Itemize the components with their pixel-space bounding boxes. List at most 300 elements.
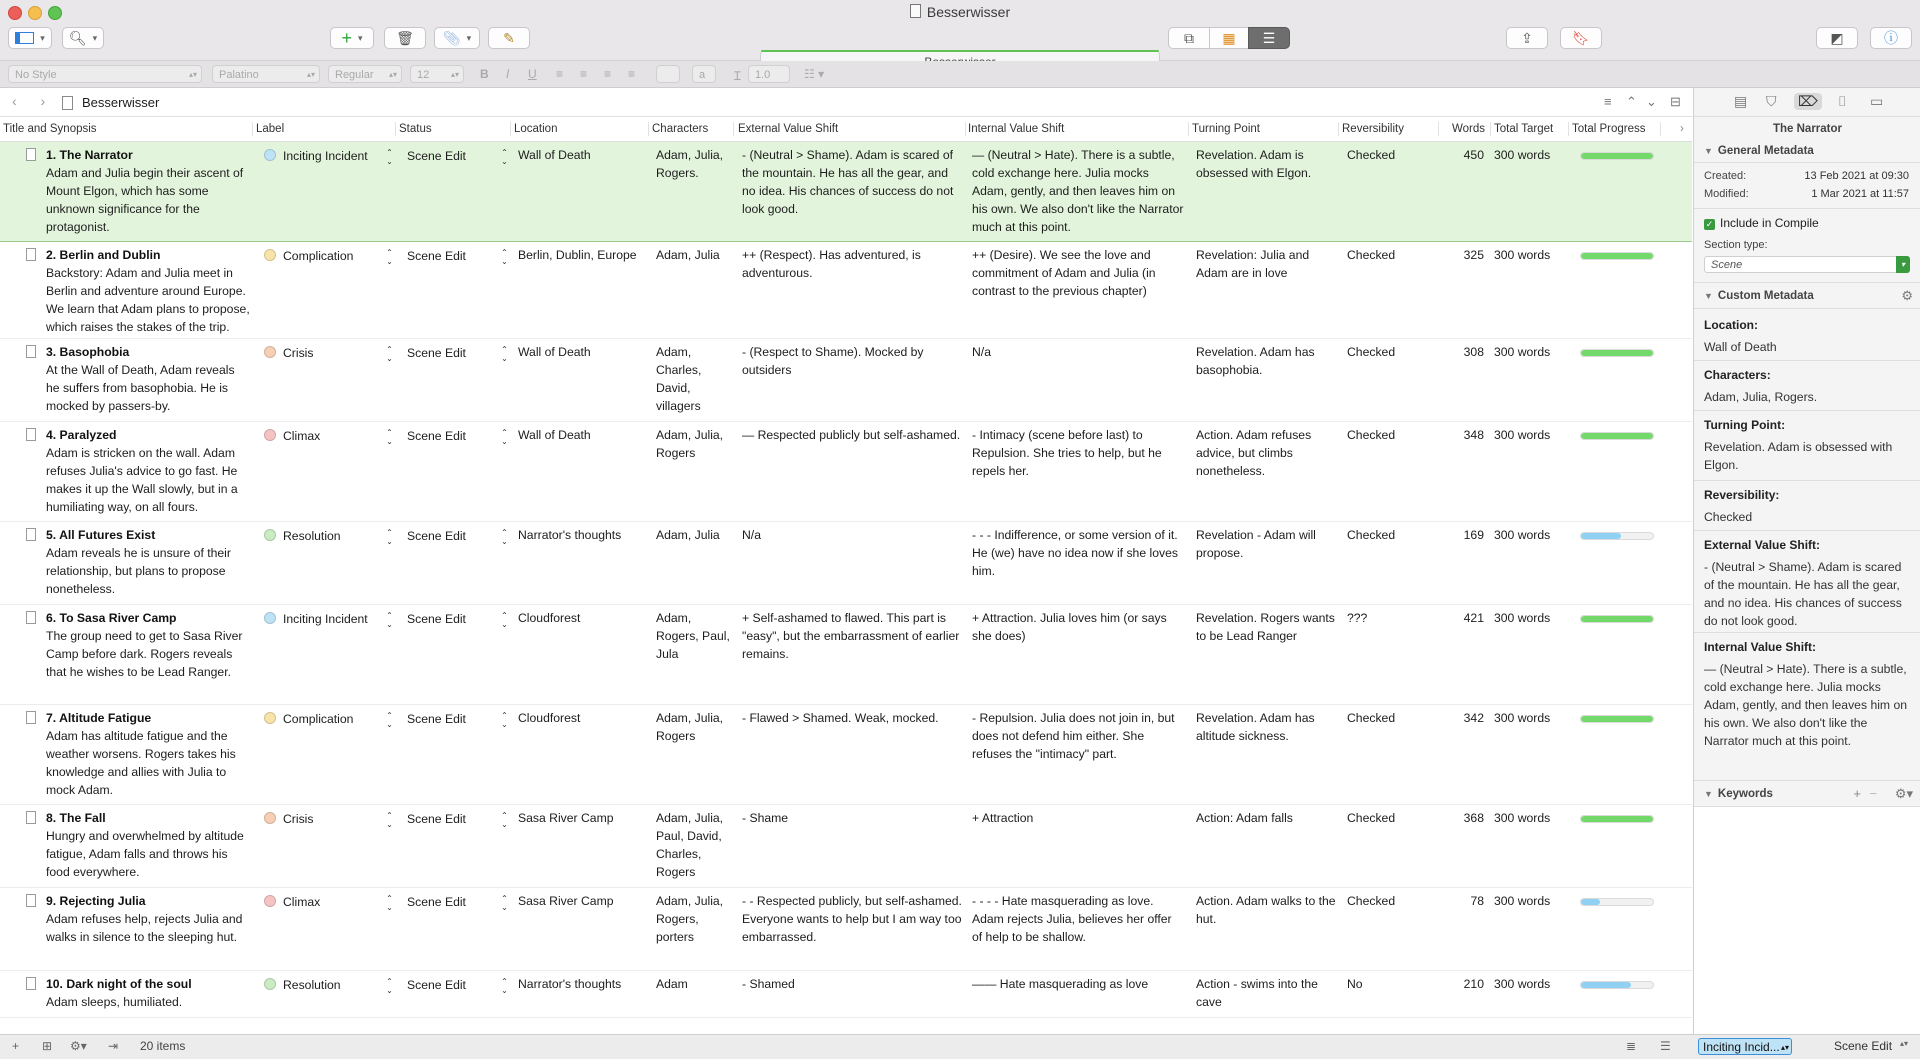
progress-fill [1581, 899, 1600, 905]
location-cell: Cloudforest [518, 611, 581, 625]
label-stepper-icon[interactable]: ⌃⌄ [385, 528, 394, 546]
column-label[interactable]: Label [256, 123, 285, 135]
document-icon [910, 4, 921, 18]
corkboard-view-button[interactable] [1209, 27, 1249, 49]
turning-point-cell: Revelation. Rogers wants to be Lead Ranger [1196, 611, 1335, 643]
align-right-button[interactable]: ≡ [604, 67, 612, 81]
status-cell[interactable]: Scene Edit [407, 978, 466, 992]
custom-field-label: Reversibility: [1704, 488, 1780, 502]
text-color-glyph: a [699, 69, 706, 81]
chevron-down-icon[interactable]: ⌄ [1646, 94, 1657, 109]
label-stepper-icon[interactable]: ⌃⌄ [385, 345, 394, 363]
progress-fill [1581, 253, 1653, 259]
item-count: 20 items [140, 1039, 186, 1053]
row-synopsis: Adam and Julia begin their ascent of Mount Elgon, which has some unknown significance for the protagonist. [46, 166, 244, 234]
label-color-dot [264, 895, 276, 907]
label-color-dot [264, 149, 276, 161]
project-progress-bar [761, 50, 1159, 52]
plus-icon: + [341, 27, 352, 48]
column-title-synopsis[interactable]: Title and Synopsis [3, 123, 97, 135]
italic-button[interactable]: I [506, 67, 510, 81]
trash-icon: 🗑︎ [396, 29, 414, 46]
column-location[interactable]: Location [514, 123, 558, 135]
label-text: Climax [283, 895, 321, 909]
status-cell[interactable]: Scene Edit [407, 812, 466, 826]
settings-gear-icon[interactable]: ⚙▾ [70, 1039, 87, 1053]
document-icon [26, 428, 36, 441]
external-value-shift-cell: ++ (Respect). Has adventured, is adventurous. [742, 248, 921, 280]
row-title[interactable]: 8. The Fall [46, 811, 106, 825]
location-cell: Berlin, Dublin, Europe [518, 248, 637, 262]
font-size-select[interactable]: 12 ▴▾ [410, 65, 464, 83]
edit-icon: ✎ [503, 29, 515, 46]
created-label: Created: [1704, 170, 1747, 182]
progress-fill [1581, 350, 1653, 356]
custom-metadata-label: Custom Metadata [1717, 290, 1814, 302]
label-cell[interactable] [264, 976, 341, 994]
label-stepper-icon[interactable]: ⌃⌄ [385, 248, 394, 266]
label-cell[interactable] [264, 610, 368, 628]
row-synopsis: Adam sleeps, humiliated. [46, 995, 183, 1009]
total-target-cell: 300 words [1494, 528, 1551, 542]
row-title[interactable]: 9. Rejecting Julia [46, 894, 146, 908]
outline-list-icon[interactable]: ☰ [1660, 1039, 1671, 1053]
status-select[interactable]: Scene Edit [1834, 1039, 1893, 1053]
characters-cell: Adam, Julia [656, 248, 720, 262]
words-cell: 368 [1463, 811, 1484, 825]
split-editor-icon[interactable]: ⊟ [1670, 94, 1681, 109]
characters-cell: Adam, Julia, Rogers [656, 711, 724, 743]
row-title[interactable]: 1. The Narrator [46, 148, 133, 162]
column-external-value-shift[interactable]: External Value Shift [738, 123, 839, 135]
highlight-color-button[interactable] [656, 65, 680, 83]
table-row[interactable] [0, 971, 1692, 1018]
turning-point-cell: Revelation. Adam has basophobia. [1196, 345, 1315, 377]
total-target-cell: 300 words [1494, 611, 1551, 625]
bookmark-button[interactable] [1560, 27, 1602, 49]
location-cell: Narrator's thoughts [518, 977, 622, 991]
label-stepper-icon[interactable]: ⌃⌄ [385, 428, 394, 446]
external-value-shift-cell: - (Respect to Shame). Mocked by outsiders [742, 345, 924, 377]
label-color-dot [264, 529, 276, 541]
internal-value-shift-cell: + Attraction [972, 811, 1034, 825]
custom-metadata-header[interactable] [1704, 290, 1814, 302]
align-left-button[interactable]: ≡ [556, 67, 564, 81]
status-cell[interactable]: Scene Edit [407, 529, 466, 543]
label-cell[interactable] [264, 527, 341, 545]
progress-bar [1580, 715, 1654, 723]
label-stepper-icon[interactable]: ⌃⌄ [385, 711, 394, 729]
total-target-cell: 300 words [1494, 711, 1551, 725]
total-target-cell: 300 words [1494, 977, 1551, 991]
row-synopsis: Hungry and overwhelmed by altitude fatigue, Adam falls and throws his food everywhere. [46, 829, 244, 879]
custom-field-value[interactable]: Adam, Julia, Rogers. [1704, 390, 1818, 404]
trash-button[interactable] [384, 27, 426, 49]
column-status[interactable]: Status [399, 123, 432, 135]
breadcrumb[interactable]: Besserwisser [82, 95, 160, 110]
status-stepper-icon[interactable]: ⌃⌄ [500, 148, 509, 166]
composition-icon: ◩ [1830, 29, 1844, 46]
progress-bar [1580, 432, 1654, 440]
label-select-value: Inciting Incid... [1703, 1040, 1780, 1054]
section-type-select[interactable] [1704, 256, 1910, 273]
window-title-text: Besserwisser [926, 4, 1011, 20]
scrivenings-view-button[interactable] [1168, 27, 1210, 49]
label-cell[interactable] [264, 893, 320, 911]
internal-value-shift-cell: - Repulsion. Julia does not join in, but does not defend him either. She refuses the "intimacy" part. [972, 711, 1175, 761]
internal-value-shift-cell: + Attraction. Julia loves him (or says she does) [972, 611, 1167, 643]
label-stepper-icon[interactable]: ⌃⌄ [385, 977, 394, 995]
location-cell: Narrator's thoughts [518, 528, 622, 542]
turning-point-cell: Revelation: Julia and Adam are in love [1196, 248, 1310, 280]
turning-point-cell: Action. Adam walks to the hut. [1196, 894, 1336, 926]
row-synopsis: At the Wall of Death, Adam reveals he suffers from basophobia. He is mocked by passers-by. [46, 363, 235, 413]
search-button[interactable]: 🔍︎ ▾ [62, 27, 104, 49]
status-cell[interactable]: Scene Edit [407, 149, 466, 163]
general-metadata-header[interactable] [1704, 145, 1814, 157]
view-toggle-button[interactable]: ▾ [8, 27, 52, 49]
section-type-label: Section type: [1704, 239, 1768, 251]
binder-icon [15, 32, 34, 44]
table-row[interactable] [0, 422, 1692, 522]
snapshots-icon[interactable]: ⌷ [1838, 93, 1847, 109]
document-icon [26, 148, 36, 161]
row-synopsis: The group need to get to Sasa River Camp before dark. Rogers reveals that he wishes to be Lead Ranger. [46, 629, 243, 679]
label-cell[interactable] [264, 147, 368, 165]
label-stepper-icon[interactable]: ⌃⌄ [385, 148, 394, 166]
label-stepper-icon[interactable]: ⌃⌄ [385, 611, 394, 629]
status-cell[interactable]: Scene Edit [407, 346, 466, 360]
metadata-tab-icon[interactable]: ⌦ [1794, 93, 1822, 110]
row-title[interactable]: 6. To Sasa River Camp [46, 611, 177, 625]
status-stepper-icon[interactable]: ⌃⌄ [500, 611, 509, 629]
column-total-progress[interactable]: Total Progress [1572, 123, 1646, 135]
remove-keyword-icon[interactable]: − [1869, 786, 1877, 801]
row-synopsis: Adam refuses help, rejects Julia and walks in silence to the sleeping hut. [46, 912, 243, 944]
reversibility-cell: Checked [1347, 811, 1396, 825]
reversibility-cell: ??? [1347, 611, 1368, 625]
progress-fill [1581, 816, 1653, 822]
words-cell: 450 [1463, 148, 1484, 162]
label-stepper-icon[interactable]: ⌃⌄ [385, 811, 394, 829]
external-value-shift-cell: N/a [742, 528, 761, 542]
progress-bar [1580, 252, 1654, 260]
disclosure-triangle-icon: ▼ [1704, 291, 1713, 301]
status-stepper-icon[interactable]: ⌃⌄ [500, 528, 509, 546]
row-synopsis: Adam reveals he is unsure of their relationship, but plans to propose nonetheless. [46, 546, 231, 596]
reversibility-cell: Checked [1347, 248, 1396, 262]
row-synopsis: Backstory: Adam and Julia meet in Berlin and adventure around Europe. We learn that Adam plans to propose, which raises the stakes of the trip. [46, 266, 250, 334]
custom-field-label: Location: [1704, 318, 1758, 332]
reversibility-cell: Checked [1347, 894, 1396, 908]
move-icon[interactable]: ⇥ [108, 1039, 119, 1053]
document-icon [26, 977, 36, 990]
table-row[interactable] [0, 339, 1692, 422]
compose-button[interactable] [488, 27, 530, 49]
label-cell[interactable] [264, 344, 313, 362]
label-text: Resolution [283, 978, 341, 992]
add-keyword-icon[interactable]: + [1853, 786, 1861, 801]
include-in-compile-checkbox[interactable] [1704, 216, 1819, 230]
progress-fill [1581, 716, 1653, 722]
grid-icon: ▦ [1222, 29, 1236, 46]
status-cell[interactable]: Scene Edit [407, 429, 466, 443]
title-bar [0, 0, 1920, 24]
label-text: Inciting Incident [283, 149, 368, 163]
row-synopsis: Adam is stricken on the wall. Adam refuses Julia's advice to go fast. He makes it up the Wall slowly, but in a humiliating way, on all fours. [46, 446, 238, 514]
table-row[interactable] [0, 142, 1692, 242]
characters-cell: Adam, Julia, Rogers [656, 428, 724, 460]
progress-fill [1581, 982, 1631, 988]
label-cell[interactable] [264, 810, 313, 828]
paragraph-style-select[interactable]: No Style ▴▾ [8, 65, 202, 83]
document-icon [26, 711, 36, 724]
words-cell: 348 [1463, 428, 1484, 442]
list-icon: ☰ [1262, 29, 1276, 46]
columns-more-chevron-icon[interactable]: › [1680, 123, 1684, 135]
reversibility-cell: Checked [1347, 528, 1396, 542]
internal-value-shift-cell: —— Hate masquerading as love [972, 977, 1149, 991]
row-title[interactable]: 10. Dark night of the soul [46, 977, 192, 991]
modified-label: Modified: [1704, 188, 1749, 200]
column-reversibility[interactable]: Reversibility [1342, 123, 1404, 135]
table-row[interactable] [0, 242, 1692, 339]
characters-cell: Adam, Julia [656, 528, 720, 542]
paragraph-style-value: No Style [15, 69, 57, 81]
total-target-cell: 300 words [1494, 248, 1551, 262]
keywords-header[interactable] [1704, 788, 1773, 800]
window-title [0, 4, 1920, 20]
label-text: Inciting Incident [283, 612, 368, 626]
label-text: Crisis [283, 346, 314, 360]
label-color-dot [264, 429, 276, 441]
share-button[interactable] [1506, 27, 1548, 49]
text-color-button[interactable] [692, 65, 716, 83]
select-arrow-icon: ▾ [1896, 256, 1910, 273]
justify-button[interactable]: ≡ [628, 67, 636, 81]
inspector-panel [1693, 88, 1920, 1034]
total-target-cell: 300 words [1494, 811, 1551, 825]
label-select[interactable]: Inciting Incid... ▴▾ [1698, 1038, 1792, 1055]
row-title[interactable]: 3. Basophobia [46, 345, 130, 359]
label-text: Resolution [283, 529, 341, 543]
custom-field-label: External Value Shift: [1704, 538, 1821, 552]
status-cell[interactable]: Scene Edit [407, 249, 466, 263]
progress-bar [1580, 532, 1654, 540]
include-in-compile-label: Include in Compile [1720, 216, 1819, 230]
outline-width-icon[interactable]: ≣ [1626, 1039, 1637, 1053]
external-value-shift-cell: - Shame [742, 811, 789, 825]
column-characters[interactable]: Characters [652, 123, 709, 135]
location-cell: Wall of Death [518, 148, 591, 162]
progress-bar [1580, 815, 1654, 823]
status-stepper-icon[interactable]: ⌃⌄ [500, 894, 509, 912]
status-cell[interactable]: Scene Edit [407, 895, 466, 909]
reversibility-cell: Checked [1347, 148, 1396, 162]
outliner-column-header [0, 117, 1692, 142]
table-row[interactable] [0, 605, 1692, 705]
document-icon [26, 528, 36, 541]
turning-point-cell: Action: Adam falls [1196, 811, 1293, 825]
row-title[interactable]: 5. All Futures Exist [46, 528, 156, 542]
table-row[interactable] [0, 705, 1692, 805]
progress-bar [1580, 615, 1654, 623]
row-title[interactable]: 4. Paralyzed [46, 428, 117, 442]
paperclip-icon: 📎︎ [442, 29, 461, 46]
table-row[interactable] [0, 805, 1692, 888]
document-icon [26, 248, 36, 261]
document-icon [26, 894, 36, 907]
label-cell[interactable] [264, 247, 353, 265]
characters-cell: Adam, Julia, Paul, David, Charles, Rogers [656, 811, 724, 879]
turning-point-cell: Revelation - Adam will propose. [1196, 528, 1316, 560]
internal-value-shift-cell: — (Neutral > Hate). There is a subtle, cold exchange here. Julia mocks Adam, gently, and then leaves him on his own. We also don't like the Narrator much at this point. [972, 148, 1184, 234]
progress-fill [1581, 533, 1621, 539]
row-title[interactable]: 2. Berlin and Dublin [46, 248, 161, 262]
characters-cell: Adam, Julia, Rogers, porters [656, 894, 724, 944]
line-spacing-icon: Ɪ [734, 69, 741, 83]
location-cell: Wall of Death [518, 345, 591, 359]
document-icon [26, 811, 36, 824]
characters-cell: Adam, Charles, David, villagers [656, 345, 702, 413]
item-list-icon[interactable]: ≡ [1604, 94, 1612, 109]
bookmark-icon: 🔖︎ [1572, 29, 1590, 46]
external-value-shift-cell: - - Respected publicly, but self-ashamed. Everyone wants to help but I am way too embarrassed. [742, 894, 962, 944]
disclosure-triangle-icon: ▼ [1704, 789, 1713, 799]
status-stepper-icon[interactable]: ⌃⌄ [500, 977, 509, 995]
font-weight-value: Regular [335, 69, 374, 81]
label-text: Complication [283, 249, 354, 263]
toolbar [0, 24, 1920, 61]
total-target-cell: 300 words [1494, 428, 1551, 442]
turning-point-cell: Action. Adam refuses advice, but climbs nonetheless. [1196, 428, 1312, 478]
gear-icon[interactable]: ⚙ [1901, 288, 1913, 303]
column-internal-value-shift[interactable]: Internal Value Shift [968, 123, 1065, 135]
status-stepper-icon[interactable]: ⌃⌄ [500, 345, 509, 363]
inspector-button[interactable] [1870, 27, 1912, 49]
words-cell: 169 [1463, 528, 1484, 542]
words-cell: 308 [1463, 345, 1484, 359]
row-title[interactable]: 7. Altitude Fatigue [46, 711, 152, 725]
chevron-up-icon[interactable]: ⌃ [1626, 94, 1637, 109]
label-color-dot [264, 346, 276, 358]
label-color-dot [264, 978, 276, 990]
align-center-button[interactable]: ≡ [580, 67, 588, 81]
internal-value-shift-cell: - - - - Hate masquerading as love. Adam rejects Julia, believes her offer of help to be shallow. [972, 894, 1172, 944]
custom-field-value[interactable]: — (Neutral > Hate). There is a subtle, cold exchange here. Julia mocks Adam, gently, and then leaves him on his own. We also don't like the Narrator much at this point. [1704, 662, 1908, 748]
created-value: 13 Feb 2021 at 09:30 [1804, 170, 1909, 182]
internal-value-shift-cell: - Intimacy (scene before last) to Repulsion. She tries to help, but he repels her. [972, 428, 1162, 478]
link-button[interactable]: 📎︎ ▾ [434, 27, 480, 49]
add-folder-icon[interactable]: ⊞ [42, 1039, 53, 1053]
status-cell[interactable]: Scene Edit [407, 612, 466, 626]
external-value-shift-cell: + Self-ashamed to flawed. This part is "easy", but the embarrassment of earlier remains. [742, 611, 960, 661]
custom-field-value[interactable]: - (Neutral > Shame). Adam is scared of the mountain. He has all the gear, and no idea. His chances of success do not look good. [1704, 560, 1902, 628]
history-arrows[interactable]: ‹ › [12, 93, 56, 109]
progress-fill [1581, 616, 1653, 622]
keywords-label: Keywords [1717, 788, 1773, 800]
label-text: Climax [283, 429, 321, 443]
progress-bar [1580, 898, 1654, 906]
label-cell[interactable] [264, 710, 353, 728]
bookmarks-icon[interactable]: ⛉ [1766, 93, 1777, 109]
line-spacing-select[interactable] [748, 65, 790, 83]
reversibility-cell: Checked [1347, 711, 1396, 725]
modified-value: 1 Mar 2021 at 11:57 [1811, 188, 1909, 200]
external-value-shift-cell: - (Neutral > Shame). Adam is scared of the mountain. He has all the gear, and no idea. His chances of success do not look good. [742, 148, 954, 216]
progress-fill [1581, 433, 1653, 439]
characters-cell: Adam [656, 977, 688, 991]
document-icon [26, 345, 36, 358]
progress-bar [1580, 152, 1654, 160]
status-stepper-icon[interactable]: ⌃⌄ [500, 811, 509, 829]
location-cell: Cloudforest [518, 711, 581, 725]
checkbox-checked-icon: ✓ [1705, 219, 1714, 229]
internal-value-shift-cell: - - - Indifference, or some version of it. He (we) have no idea now if she loves him. [972, 528, 1178, 578]
underline-button[interactable]: U [528, 67, 537, 81]
custom-field-value[interactable]: Checked [1704, 510, 1753, 524]
column-words[interactable]: Words [1452, 123, 1486, 135]
status-stepper-icon[interactable]: ⌃⌄ [500, 428, 509, 446]
font-family-select[interactable]: Palatino ▴▾ [212, 65, 320, 83]
comments-icon[interactable]: ▭ [1870, 93, 1884, 109]
notes-icon[interactable]: ▤ [1734, 93, 1748, 109]
total-target-cell: 300 words [1494, 894, 1551, 908]
location-cell: Wall of Death [518, 428, 591, 442]
words-cell: 325 [1463, 248, 1484, 262]
custom-field-value[interactable]: Wall of Death [1704, 340, 1777, 354]
label-color-dot [264, 612, 276, 624]
document-icon [62, 96, 73, 110]
status-select-arrows-icon[interactable]: ▴▾ [1900, 1039, 1909, 1048]
keywords-list[interactable] [1694, 807, 1920, 1034]
add-item-icon[interactable]: + [12, 1039, 20, 1053]
custom-field-value[interactable]: Revelation. Adam is obsessed with Elgon. [1704, 440, 1893, 472]
list-style-button[interactable]: ☷ ▾ [804, 67, 825, 81]
column-turning-point[interactable]: Turning Point [1192, 123, 1260, 135]
bold-button[interactable]: B [480, 67, 489, 81]
table-row[interactable] [0, 522, 1692, 605]
external-value-shift-cell: — Respected publicly but self-ashamed. [742, 428, 961, 442]
external-value-shift-cell: - Flawed > Shamed. Weak, mocked. [742, 711, 939, 725]
reversibility-cell: Checked [1347, 428, 1396, 442]
progress-bar [1580, 349, 1654, 357]
disclosure-triangle-icon: ▼ [1704, 146, 1713, 156]
reversibility-cell: No [1347, 977, 1363, 991]
outliner-view-button[interactable] [1248, 27, 1290, 49]
font-weight-select[interactable]: Regular ▴▾ [328, 65, 402, 83]
status-bar [0, 1034, 1920, 1059]
internal-value-shift-cell: N/a [972, 345, 991, 359]
characters-cell: Adam, Julia, Rogers. [656, 148, 724, 180]
status-stepper-icon[interactable]: ⌃⌄ [500, 248, 509, 266]
composition-mode-button[interactable] [1816, 27, 1858, 49]
table-row[interactable] [0, 888, 1692, 971]
total-target-cell: 300 words [1494, 345, 1551, 359]
reversibility-cell: Checked [1347, 345, 1396, 359]
status-stepper-icon[interactable]: ⌃⌄ [500, 711, 509, 729]
column-total-target[interactable]: Total Target [1494, 123, 1554, 135]
label-stepper-icon[interactable]: ⌃⌄ [385, 894, 394, 912]
label-cell[interactable] [264, 427, 320, 445]
editor-header-bar [0, 88, 1692, 117]
add-button[interactable]: + ▾ [330, 27, 374, 49]
keywords-gear-icon[interactable]: ⚙▾ [1894, 786, 1913, 801]
label-color-dot [264, 249, 276, 261]
status-cell[interactable]: Scene Edit [407, 712, 466, 726]
location-cell: Sasa River Camp [518, 894, 614, 908]
inspector-title: The Narrator [1772, 123, 1843, 135]
